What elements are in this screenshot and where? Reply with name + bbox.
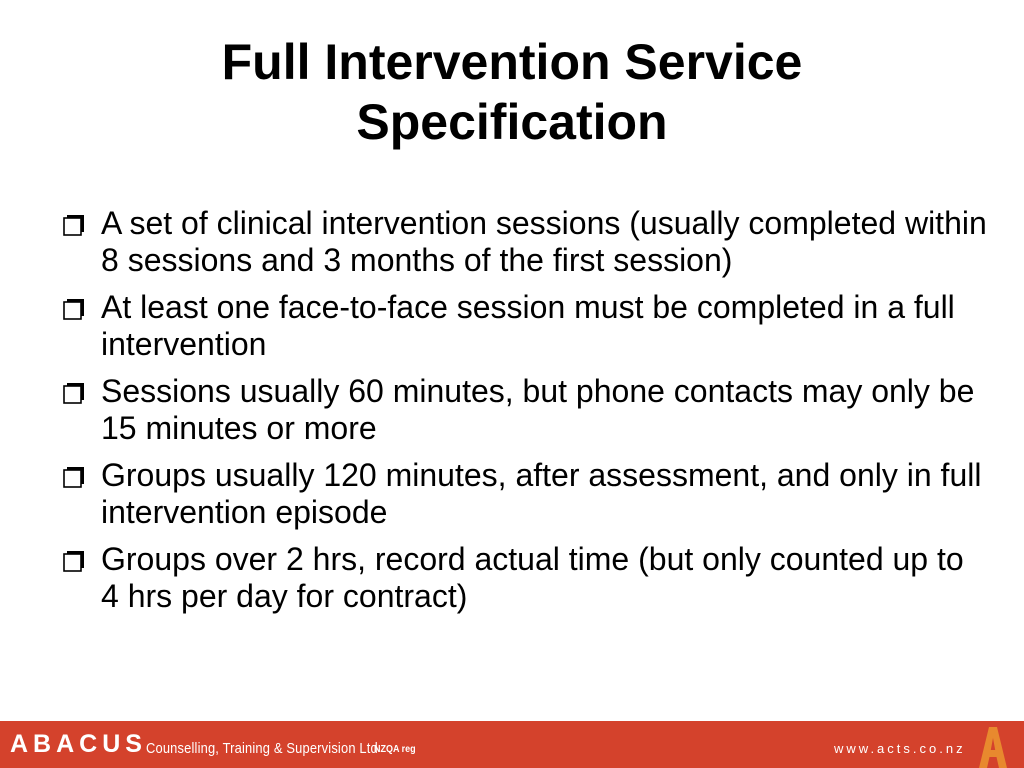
bullet-text: Sessions usually 60 minutes, but phone contacts may only be 15 minutes or more <box>101 373 975 446</box>
accreditation-label: NZQA reg <box>374 744 416 755</box>
slide-title <box>0 32 1024 152</box>
checkbox-icon <box>63 382 85 404</box>
footer-bar <box>0 721 1024 768</box>
bullet-item <box>60 373 990 447</box>
bullet-list <box>60 205 990 625</box>
bullet-item <box>60 289 990 363</box>
checkbox-icon <box>63 466 85 488</box>
bullet-text: At least one face-to-face session must be completed in a full intervention <box>101 289 955 362</box>
website-link[interactable]: www.acts.co.nz <box>834 741 966 756</box>
brand-name: ABACUS <box>10 730 147 758</box>
checkbox-icon <box>63 550 85 572</box>
bullet-text: Groups over 2 hrs, record actual time (but only counted up to 4 hrs per day for contract) <box>101 541 964 614</box>
bullet-item <box>60 541 990 615</box>
slide-title-line-1: Full Intervention Service <box>221 34 803 90</box>
abacus-logo-icon <box>963 721 1011 768</box>
bullet-item <box>60 205 990 279</box>
bullet-item <box>60 457 990 531</box>
checkbox-icon <box>63 298 85 320</box>
bullet-text: Groups usually 120 minutes, after assessment, and only in full intervention episode <box>101 457 982 530</box>
brand-tagline: Counselling, Training & Supervision Ltd <box>146 740 378 757</box>
bullet-text: A set of clinical intervention sessions (usually completed within 8 sessions and 3 months of the first session) <box>101 205 987 278</box>
checkbox-icon <box>63 214 85 236</box>
slide-title-line-2: Specification <box>356 94 668 150</box>
